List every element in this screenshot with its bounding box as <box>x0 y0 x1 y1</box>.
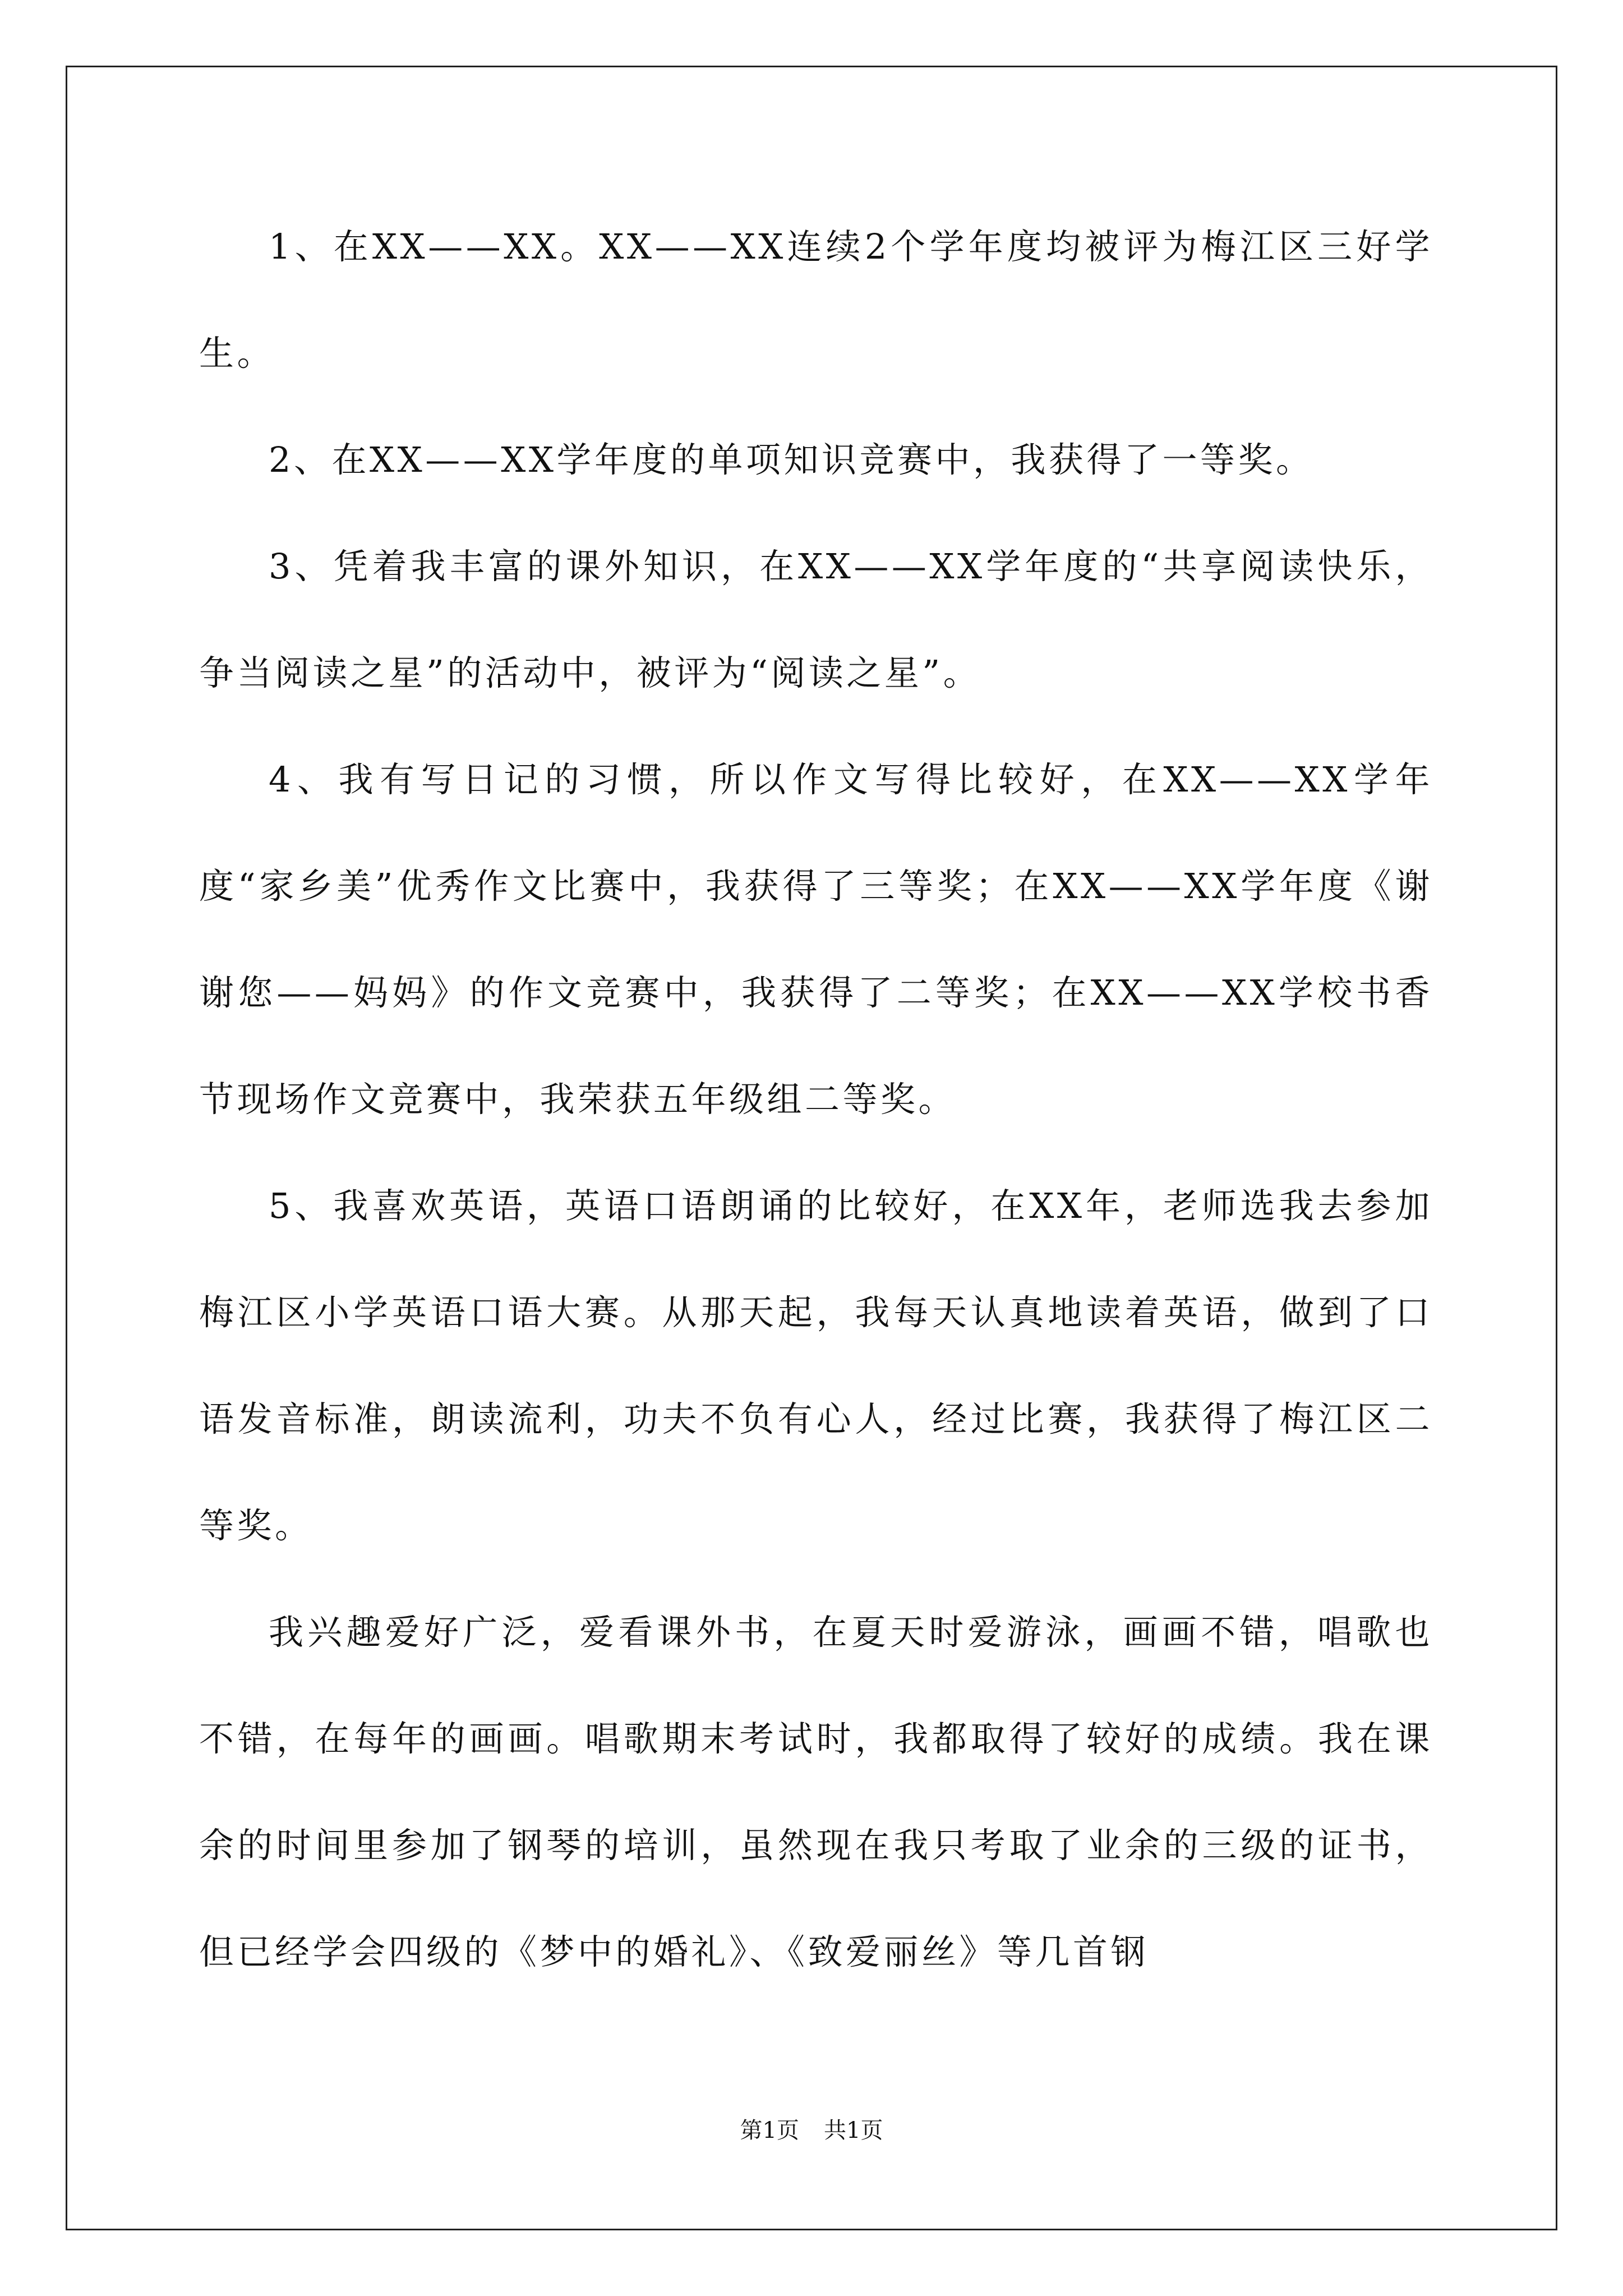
paragraph-award-4: 4、我有写日记的习惯，所以作文写得比较好，在XX——XX学年度“家乡美”优秀作文比赛中，我获得了三等奖；在XX——XX学年度《谢谢您——妈妈》的作文竞赛中，我获得了二等奖；在XX——XX学校书香节现场作文竞赛中，我荣获五年级组二等奖。 <box>199 759 1433 1120</box>
page-footer <box>0 2114 1623 2147</box>
page-number: 第1页 <box>740 2118 799 2143</box>
paragraph-hobbies: 我兴趣爱好广泛，爱看课外书，在夏天时爱游泳，画画不错，唱歌也不错，在每年的画画。唱歌期末考试时，我都取得了较好的成绩。我在课余的时间里参加了钢琴的培训，虽然现在我只考取了业余的三级的证书，但已经学会四级的《梦中的婚礼》、《致爱丽丝》等几首钢 <box>199 1612 1433 1972</box>
paragraph-award-1: 1、在XX——XX。XX——XX连续2个学年度均被评为梅江区三好学生。 <box>199 226 1433 374</box>
paragraph-award-5: 5、我喜欢英语，英语口语朗诵的比较好，在XX年，老师选我去参加梅江区小学英语口语大赛。从那天起，我每天认真地读着英语，做到了口语发音标准，朗读流利，功夫不负有心人，经过比赛，我获得了梅江区二等奖。 <box>199 1185 1433 1546</box>
paragraph-award-3: 3、凭着我丰富的课外知识，在XX——XX学年度的“共享阅读快乐，争当阅读之星”的活动中，被评为“阅读之星”。 <box>199 546 1433 693</box>
document-body <box>199 194 1433 2005</box>
page-total: 共1页 <box>824 2118 883 2143</box>
paragraph-award-2: 2、在XX——XX学年度的单项知识竞赛中，我获得了一等奖。 <box>269 439 1314 480</box>
